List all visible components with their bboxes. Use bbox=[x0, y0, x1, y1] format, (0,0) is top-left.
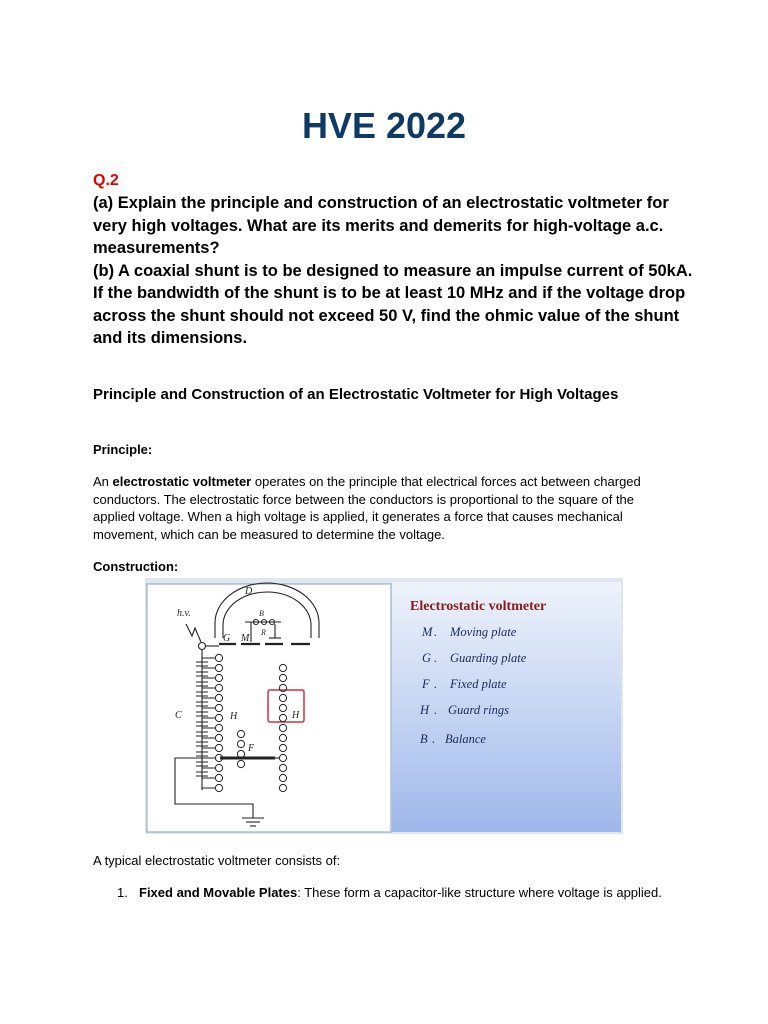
label-r: R bbox=[261, 628, 266, 637]
principle-bold-term: electrostatic voltmeter bbox=[112, 474, 252, 489]
principle-prefix: An bbox=[93, 474, 113, 489]
label-f: F bbox=[248, 743, 255, 754]
principle-paragraph bbox=[93, 473, 668, 543]
component-list bbox=[93, 884, 673, 920]
label-d: D bbox=[245, 586, 253, 597]
document-title: HVE 2022 bbox=[301, 105, 467, 146]
question-number: Q.2 bbox=[93, 172, 119, 189]
legend-label-h: Guard rings bbox=[448, 703, 510, 717]
principle-heading: Principle: bbox=[93, 442, 153, 457]
legend-sep-h: . bbox=[434, 703, 438, 717]
legend-title: Electrostatic voltmeter bbox=[410, 599, 547, 614]
legend-key-f: F bbox=[422, 677, 430, 691]
legend-key-g: G bbox=[422, 651, 432, 665]
principle-rest: operates on the principle that electrical forces act between charged conductors. The electrostatic force between the conductors is proportional to the square of the applied voltage. When a high voltage is applied, it generates a force that causes mechanical movement, which can be measured to determine the voltage. bbox=[93, 474, 641, 542]
question-part-b: (b) A coaxial shunt is to be designed to measure an impulse current of 50kA. If the bandwidth of the shunt is to be at least 10 MHz and if the voltage drop across the shunt should not exceed 50 V, find the ohmic value of the shunt and its dimensions. bbox=[93, 261, 693, 347]
list-item bbox=[93, 884, 673, 920]
construction-heading: Construction: bbox=[93, 559, 179, 574]
legend-sep-b: . bbox=[432, 732, 436, 746]
label-b: B bbox=[259, 609, 264, 618]
label-g: G bbox=[223, 633, 231, 644]
intro-text: A typical electrostatic voltmeter consists of: bbox=[93, 853, 341, 868]
part-a-rest: xplain the principle and construction of an electrostatic voltmeter for very high voltages. What are its merits and demerits for high-voltage a.c. measurements? bbox=[93, 194, 669, 257]
legend-key-h: H bbox=[420, 703, 430, 717]
legend-label-b: Balance bbox=[445, 732, 486, 746]
label-c: C bbox=[175, 710, 182, 721]
legend-label-f: Fixed plate bbox=[450, 677, 507, 691]
label-m: M bbox=[241, 633, 250, 644]
list-item-text bbox=[139, 884, 669, 902]
label-h-left: H bbox=[230, 711, 238, 722]
part-a-prefix: (a) E bbox=[93, 194, 129, 212]
list-item-number: 1. bbox=[117, 885, 128, 900]
legend-key-m: M bbox=[422, 625, 433, 639]
figure-svg bbox=[145, 578, 623, 834]
list-item-rest: : These form a capacitor-like structure where voltage is applied. bbox=[297, 885, 662, 900]
question-text bbox=[93, 192, 693, 350]
electrostatic-voltmeter-figure bbox=[145, 578, 623, 834]
legend-sep-m: . bbox=[434, 625, 438, 639]
legend-key-b: B bbox=[420, 732, 428, 746]
diagram-panel bbox=[147, 584, 391, 832]
legend-label-m: Moving plate bbox=[450, 625, 517, 639]
legend-label-g: Guarding plate bbox=[450, 651, 527, 665]
legend-sep-g: . bbox=[434, 651, 438, 665]
list-item-bold: Fixed and Movable Plates bbox=[139, 885, 298, 900]
question-part-a bbox=[93, 192, 693, 260]
label-hv: h.v. bbox=[177, 608, 191, 619]
label-h-right: H bbox=[292, 710, 300, 721]
legend-sep-f: . bbox=[434, 677, 438, 691]
section-heading: Principle and Construction of an Electrostatic Voltmeter for High Voltages bbox=[93, 386, 619, 403]
